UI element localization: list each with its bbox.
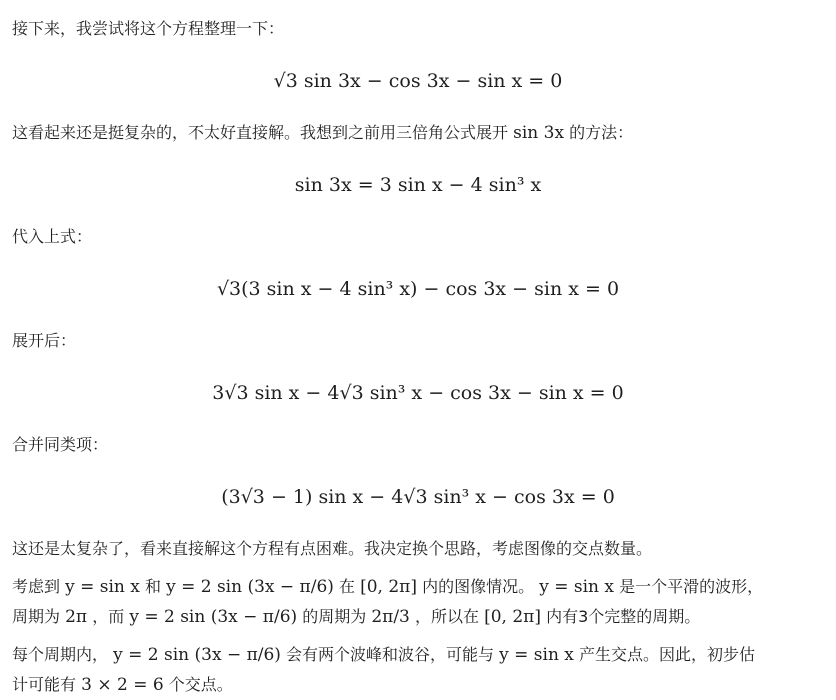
equation-4: 3√3 sin x − 4√3 sin³ x − cos 3x − sin x = 0 [212,382,624,404]
p5-a: 每个周期内， [12,645,109,664]
p4-e: 是一个平滑的波形， [619,577,764,596]
p5-d: 计可能有 [12,675,77,694]
paragraph-3: 这还是太复杂了，看来直接解这个方程有点困难。我决定换个思路，考虑图像的交点数量。 [12,539,653,558]
p5-e: 个交点。 [168,675,233,694]
p5-c: 产生交点。因此，初步估 [579,645,756,664]
p4-h: 的周期为 [302,607,367,626]
equation-1: √3 sin 3x − cos 3x − sin x = 0 [273,70,563,92]
label-expand: 展开后： [12,331,77,350]
p5-math-3: 3 × 2 = 6 [81,675,164,695]
paragraph-2-math: sin 3x [513,123,565,143]
p4-f: 周期为 [12,607,61,626]
p4-c: 在 [339,577,356,596]
p5-math-2: y = sin x [499,645,574,665]
p4-math-6: y = 2 sin (3x − π/6) [129,607,298,627]
p4-math-7: 2π/3 [371,607,410,627]
paragraph-2-tail: 的方法： [569,123,634,142]
p4-g: ，而 [92,607,125,626]
paragraph-2-text: 这看起来还是挺复杂的，不太好直接解。我想到之前用三倍角公式展开 [12,123,509,142]
p4-math-2: y = 2 sin (3x − π/6) [166,577,334,597]
p4-math-5: 2π [65,607,88,627]
paragraph-5 [12,640,824,700]
equation-5: (3√3 − 1) sin x − 4√3 sin³ x − cos 3x = 0 [221,486,615,508]
p4-math-1: y = sin x [65,577,140,597]
p5-b: 会有两个波峰和波谷，可能与 [286,645,495,664]
label-substitute: 代入上式： [12,227,93,246]
label-combine: 合并同类项： [12,435,109,454]
paragraph-2 [12,118,824,148]
p4-math-8: [0, 2π] [484,607,541,627]
p4-math-3: [0, 2π] [360,577,417,597]
paragraph-4 [12,572,824,632]
p4-d: 内的图像情况。 [422,577,535,596]
equation-3: √3(3 sin x − 4 sin³ x) − cos 3x − sin x = 0 [216,278,620,300]
p4-math-4: y = sin x [539,577,614,597]
p4-i: ，所以在 [414,607,479,626]
equation-2: sin 3x = 3 sin x − 4 sin³ x [294,174,542,196]
p4-a: 考虑到 [12,577,61,596]
p5-math-1: y = 2 sin (3x − π/6) [113,645,281,665]
p4-j: 内有3个完整的周期。 [546,607,701,626]
p4-b: 和 [144,577,161,596]
intro-text: 接下来，我尝试将这个方程整理一下： [12,19,285,38]
